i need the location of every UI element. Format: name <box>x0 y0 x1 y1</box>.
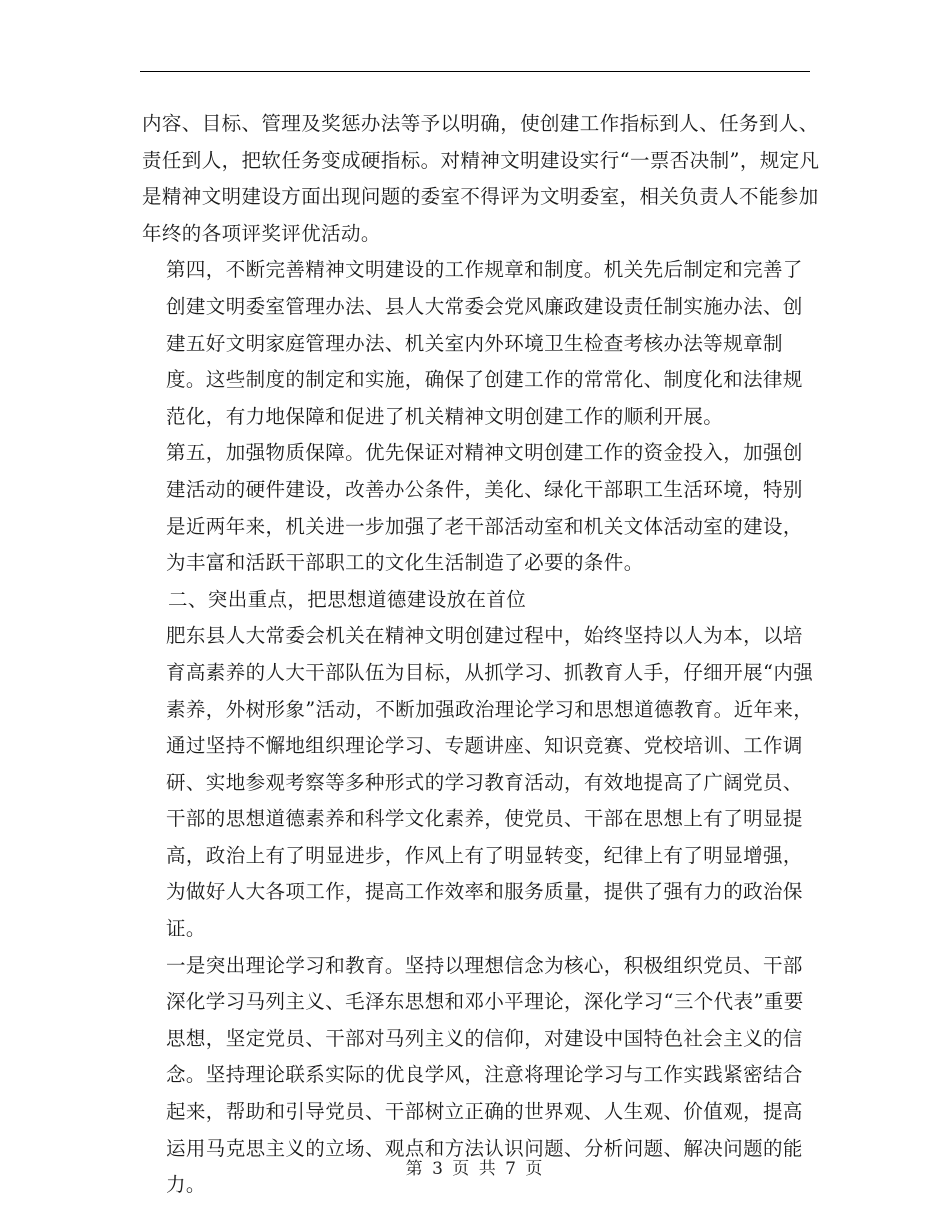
paragraph-continuation: 内容、目标、管理及奖惩办法等予以明确，使创建工作指标到人、任务到人、责任到人，把软任务变成硬指标。对精神文明建设实行“一票否决制”，规定凡是精神文明建设方面出现问题的委室不得评为文明委室，相关负责人不能参加年终的各项评奖评优活动。 <box>142 112 820 245</box>
page-number-footer: 第 3 页 共 7 页 <box>405 1159 545 1179</box>
paragraph-section-intro: 肥东县人大常委会机关在精神文明创建过程中，始终坚持以人为本，以培育高素养的人大干部队伍为目标，从抓学习、抓教育人手，仔细开展“内强素养，外树形象”活动，不断加强政治理论学习和思想道德教育。近年来，通过坚持不懈地组织理论学习、专题讲座、知识竞赛、党校培训、工作调研、实地参观考察等多种形式的学习教育活动，有效地提高了广阔党员、干部的思想道德素养和科学文化素养，使党员、干部在思想上有了明显提高，政治上有了明显进步，作风上有了明显转变，纪律上有了明显增强，为做好人大各项工作，提高工作效率和服务质量，提供了强有力的政治保证。 <box>166 624 814 941</box>
paragraph-fourth: 第四，不断完善精神文明建设的工作规章和制度。机关先后制定和完善了创建文明委室管理办法、县人大常委会党风廉政建设责任制实施办法、创建五好文明家庭管理办法、机关室内外环境卫生检查考核办法等规章制度。这些制度的制定和实施，确保了创建工作的常常化、制度化和法律规范化，有力地保障和促进了机关精神文明创建工作的顺利开展。 <box>166 258 803 428</box>
section-heading: 二、突出重点，把思想道德建设放在首位 <box>168 587 527 611</box>
header-rule <box>140 71 810 72</box>
paragraph-fifth: 第五，加强物质保障。优先保证对精神文明创建工作的资金投入，加强创建活动的硬件建设，改善办公条件，美化、绿化干部职工生活环境，特别是近两年来，机关进一步加强了老干部活动室和机关文体活动室的建设，为丰富和活跃干部职工的文化生活制造了必要的条件。 <box>166 441 803 575</box>
paragraph-theory-study: 一是突出理论学习和教育。坚持以理想信念为核心，积极组织党员、干部深化学习马列主义、毛泽东思想和邓小平理论，深化学习“三个代表”重要思想，坚定党员、干部对马列主义的信仰，对建设中国特色社会主义的信念。坚持理论联系实际的优良学风，注意将理论学习与工作实践紧密结合起来，帮助和引导党员、干部树立正确的世界观、人生观、价值观，提高运用马克思主义的立场、观点和方法认识问题、分析问题、解决问题的能力。 <box>166 953 804 1197</box>
page-body <box>142 106 822 1204</box>
